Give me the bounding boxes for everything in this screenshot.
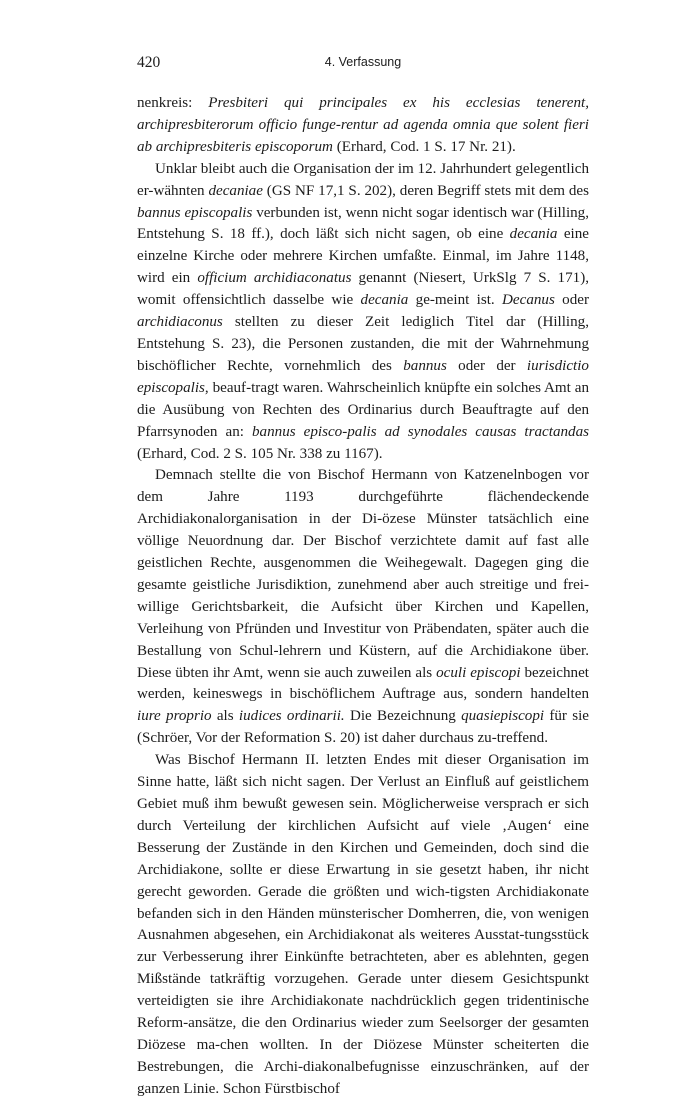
text-run: Unklar bleibt auch die Organisation der im 12. Jahrhundert gelegentlich er-wähnten <box>137 160 589 199</box>
italic-text: decania <box>360 292 409 309</box>
text-run: eine einzelne Kirche oder mehrere Kirchen umfaßte. Einmal, im Jahre 1148, wird ein <box>137 226 589 287</box>
paragraph <box>137 750 589 1101</box>
text-run: für sie (Schröer, Vor der Reformation S. 20) ist daher durchaus zu-treffend. <box>137 708 589 747</box>
italic-text: quasiepiscopi <box>461 708 545 725</box>
italic-text: decaniae <box>208 182 263 199</box>
page-number: 420 <box>137 54 161 71</box>
paragraph <box>137 93 589 159</box>
text-run: ge-meint ist. <box>408 292 503 309</box>
paragraph <box>137 465 589 750</box>
text-run: (GS NF 17,1 S. 202), deren Begriff stets mit dem des <box>262 182 590 199</box>
text-run: als <box>211 708 239 725</box>
text-run: (Erhard, Cod. 1 S. 17 Nr. 21). <box>332 138 516 155</box>
italic-text: archidiaconus <box>137 314 223 331</box>
italic-text: bannus episcopalis <box>137 204 253 221</box>
italic-text: Decanus <box>502 292 555 309</box>
text-run: genannt (Niesert, UrkSlg 7 S. 171), womit offensichtlich dasselbe wie <box>137 270 590 309</box>
text-run: Die Bezeichnung <box>344 708 462 725</box>
text-run: Was Bischof Hermann II. letzten Endes mit dieser Organisation im Sinne hatte, läßt sich nicht sagen. Der Verlust an Einfluß auf geistlichem Gebiet muß ihm bewußt gewesen sein. Möglicherweise versprach er sich durch Verteilung der kirchlichen Aufsicht auf viele ‚Augen‘ eine Besserung der Zustände in den Kirchen und Gemeinden, doch sind die Archidiakone, sollte er diese Erwartung in sie gesetzt haben, ihr nicht gerecht geworden. Gerade die größten und wich-tigsten Archidiakonate befanden sich in den Händen münsterischer Domherren, die, von wenigen Ausnahmen abgesehen, ein Archidiakonat als weiteres Ausstat-tungsstück zur Verbesserung ihrer Einkünfte betrachteten, aber es ablehnten, gegen Mißstände tatkräftig vorzugehen. Gerade unter diesem Gesichtspunkt verteidigten sie ihre Archidiakonate nachdrücklich gegen tridentinische Reform-ansätze, die den Ordinarius wieder zum Seelsorger der gesamten Diözese ma-chen wollten. In der Diözese Münster scheiterten die Bestrebungen, die Archi-diakonalbefugnisse einzuschränken, auf der ganzen Linie. Schon Fürstbischof <box>137 752 589 1097</box>
running-head: 4. Verfassung <box>324 55 402 69</box>
text-run: verbunden ist, wenn nicht sogar identisch war (Hilling, Entstehung S. 18 ff.), doch läßt sich nicht sagen, ob eine <box>137 204 590 243</box>
body-text <box>137 93 589 1101</box>
text-run: oder der <box>446 357 527 374</box>
paragraph <box>137 159 589 466</box>
italic-text: Presbiteri qui principales ex his ecclesias tenerent, archipresbiterorum officio funge-rentur ad agenda omnia que solent fieri ab archipresbiteris episcoporum <box>137 95 589 155</box>
page-header <box>137 54 589 74</box>
italic-text: oculi episcopi <box>436 664 521 681</box>
italic-text: officium archidiaconatus <box>197 270 352 287</box>
text-run: nenkreis: <box>137 95 209 111</box>
italic-text: iure proprio <box>137 708 212 725</box>
italic-text: bannus episco-palis ad synodales causas tractandas <box>252 423 589 440</box>
text-run: bezeichnet werden, keineswegs in bischöflichem Auftrage aus, sondern handelten <box>137 664 589 703</box>
text-run: stellten zu dieser Zeit lediglich Titel dar (Hilling, Entstehung S. 23), die Personen zustanden, die mit der Wahrnehmung bischöflicher Rechte, vornehmlich des <box>137 314 589 374</box>
text-run: (Erhard, Cod. 2 S. 105 Nr. 338 zu 1167). <box>137 445 383 462</box>
text-run: , beauf-tragt waren. Wahrscheinlich knüpfte ein solches Amt an die Ausübung von Rechten des Ordinarius durch Beauftragte auf den Pfarrsynoden an: <box>137 379 589 440</box>
text-run: oder <box>554 292 589 309</box>
italic-text: bannus <box>403 357 447 374</box>
italic-text: decania <box>509 226 558 243</box>
italic-text: iudices ordinarii. <box>238 708 345 725</box>
text-run: Demnach stellte die von Bischof Hermann von Katzenelnbogen vor dem Jahre 1193 durchgeführte flächendeckende Archidiakonalorganisation in der Di-özese Münster tatsächlich eine völlige Neuordnung dar. Der Bischof verzichtete damit auf fast alle geistlichen Rechte, ausgenommen die Weihegewalt. Dagegen ging die gesamte geistliche Jurisdiktion, zunehmend aber auch streitige und frei-willige Gerichtsbarkeit, die Aufsicht über Kirchen und Kapellen, Verleihung von Pfründen und Investitur von Präbendaten, später auch die Bestallung von Schul-lehrern und Küstern, auf die Archidiakone über. Diese übten ihr Amt, wenn sie auch zuweilen als <box>137 467 589 681</box>
italic-text: iurisdictio episcopalis <box>137 357 589 396</box>
